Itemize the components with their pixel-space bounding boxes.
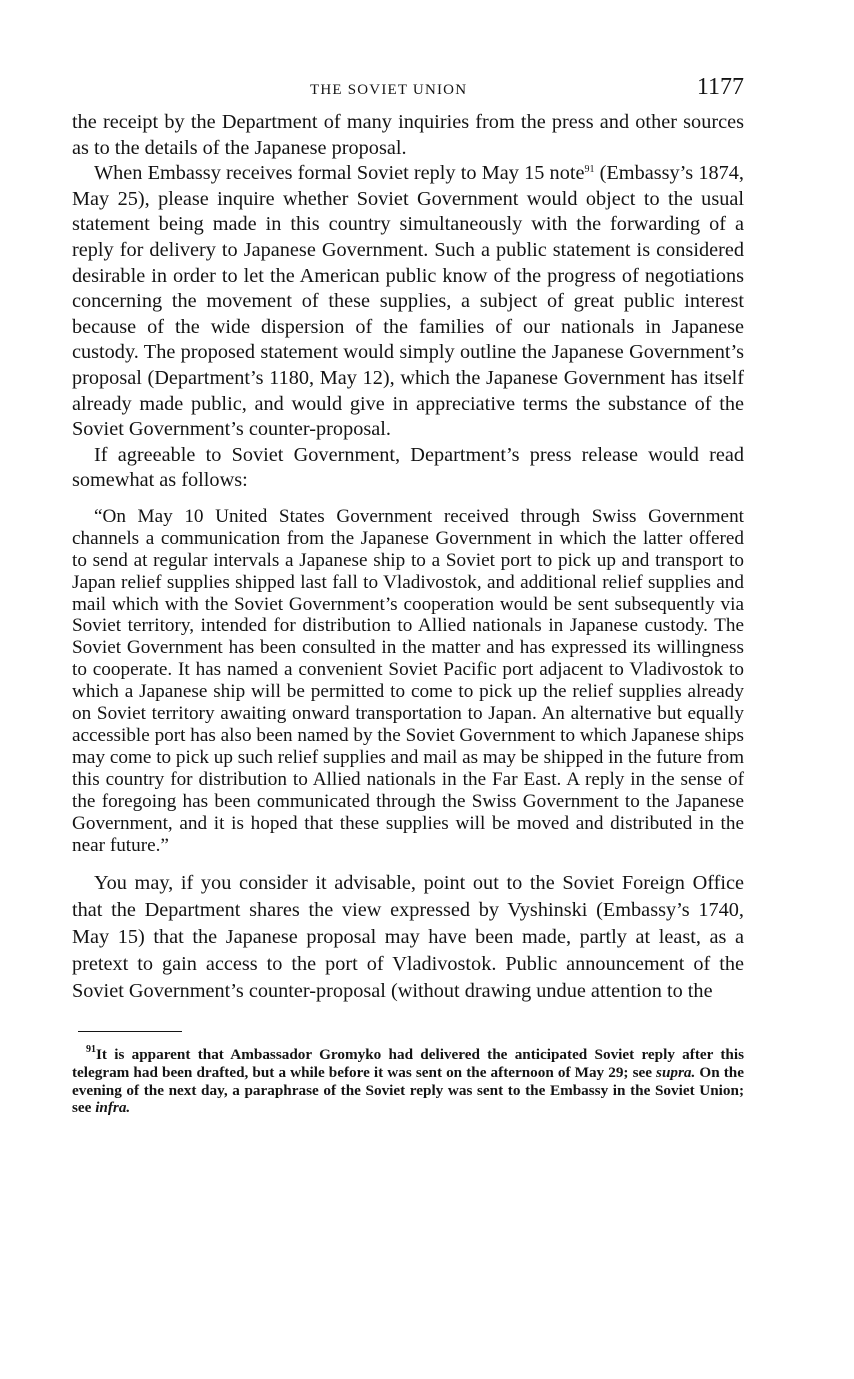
quote-text: “On May 10 United States Government received through Swiss Government channels a communication from the Japanese Government in which the latter offered to send at regular intervals a Japanese ship to a Soviet port to pick up and transport to Japan relief supplies shipped last fall to Vladivostok, and additional relief supplies and mail which with the Soviet Government’s cooperation would be sent subsequently via Soviet territory, intended for distribution to Allied nationals in Japanese custody. The Soviet Government has been consulted in the matter and has expressed its willingness to cooperate. It has named a convenient Soviet Pacific port adjacent to Vladivostok to which a Japanese ship will be permitted to come to pick up the relief supplies already on Soviet territory awaiting onward transportation to Japan. An alternative but equally accessible port has also been named by the Soviet Government to which Japanese ships may come to pick up such relief supplies and mail as may be shipped in the future from this country for distribution to Allied nationals in the Far East. A reply in the sense of the foregoing has been communicated through the Swiss Government to the Japanese Government, and it is hoped that these supplies will be moved and distributed in the near future.” xyxy=(72,505,744,856)
body-text-continued xyxy=(72,870,744,1005)
page-header xyxy=(72,70,744,110)
paragraph-press-release-intro: If agreeable to Soviet Government, Department’s press release would read somewhat as follows: xyxy=(72,443,744,492)
running-title: THE SOVIET UNION xyxy=(310,82,468,98)
paragraph-continuation: the receipt by the Department of many inquiries from the press and other sources as to the details of the Japanese proposal. xyxy=(72,111,744,159)
footnote-text-b: On the evening of the next day, a paraphrase of the Soviet reply was sent to the Embassy in the Soviet Union; see xyxy=(72,1064,744,1117)
footnote-divider xyxy=(78,1031,182,1032)
footnote-marker: 91 xyxy=(86,1044,96,1056)
footnote-text xyxy=(72,1046,744,1116)
paragraph-text-start: When Embassy receives formal Soviet reply to May 15 note xyxy=(94,162,585,185)
document-page xyxy=(72,70,744,1117)
body-text xyxy=(72,110,744,494)
paragraph-text-rest: (Embassy’s 1874, May 25), please inquire whether Soviet Government would object to the usual statement being made in this country simultaneously with the forwarding of a reply for delivery to Japanese Government. Such a public statement is considered desirable in order to let the American public know of the progress of negotiations concerning the movement of these supplies, a subject of great public interest because of the wide dispersion of the families of our nationals in Japanese custody. The proposed statement would simply outline the Japanese Government’s proposal (Department’s 1180, May 12), which the Japanese Government has itself already made public, and would give in appreciative terms the substance of the Soviet Government’s counter-proposal. xyxy=(72,162,745,441)
footnote-text-a: It is apparent that Ambassador Gromyko had delivered the anticipated Soviet reply after this telegram had been drafted, but a while before it was sent on the afternoon of May 29; see xyxy=(72,1046,744,1081)
page-number: 1177 xyxy=(696,74,744,100)
press-release-quote xyxy=(72,506,744,857)
footnote xyxy=(72,1046,744,1116)
footnote-ref-infra: infra. xyxy=(95,1099,131,1117)
footnote-reference: 91 xyxy=(584,164,595,176)
paragraph-vyshinski: You may, if you consider it advisable, point out to the Soviet Foreign Office that the Department shares the view expressed by Vyshinski (Embassy’s 1740, May 15) that the Japanese proposal may have been made, partly at least, as a pretext to gain access to the port of Vladivostok. Public announcement of the Soviet Government’s counter-proposal (without drawing undue attention to the xyxy=(72,872,744,1003)
footnote-ref-supra: supra. xyxy=(656,1064,696,1081)
paragraph-embassy-reply xyxy=(72,161,744,443)
